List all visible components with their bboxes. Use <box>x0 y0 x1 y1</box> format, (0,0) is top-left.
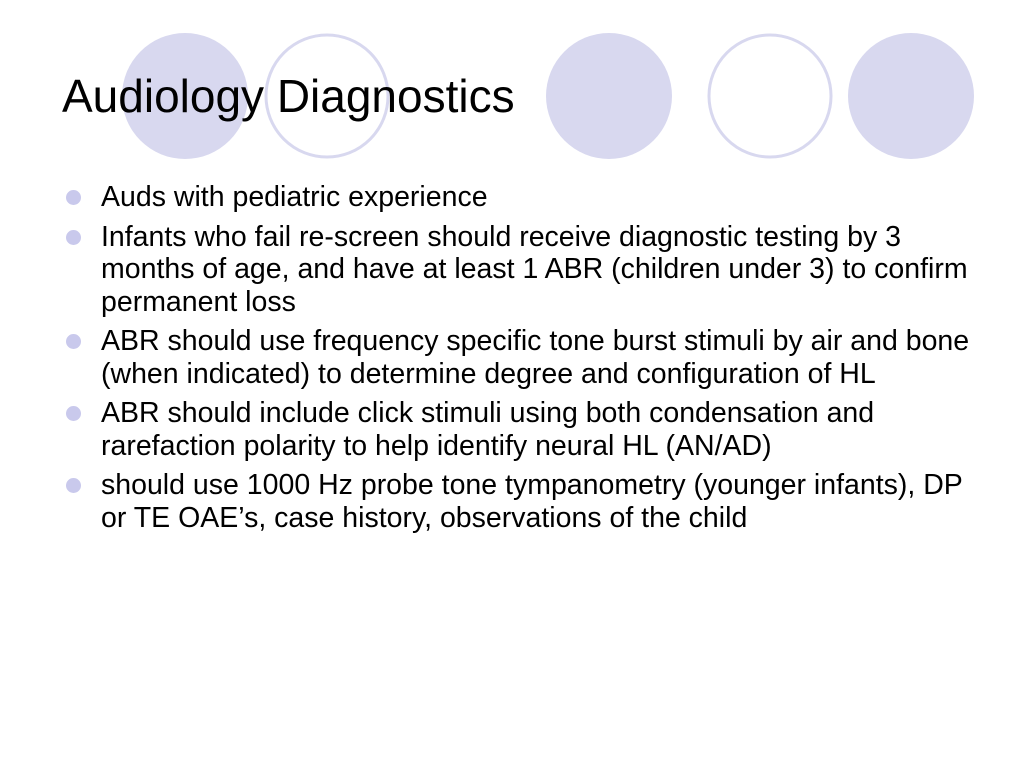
bullet-dot-icon <box>66 190 81 205</box>
decor-circle-filled-2 <box>546 33 672 159</box>
slide-title: Audiology Diagnostics <box>62 70 515 122</box>
bullet-text: Auds with pediatric experience <box>101 181 488 213</box>
bullet-dot-icon <box>66 478 81 493</box>
bullet-item <box>66 221 976 319</box>
bullet-item <box>66 181 976 214</box>
bullet-dot-icon <box>66 334 81 349</box>
bullet-text: ABR should use frequency specific tone burst stimuli by air and bone (when indicated) to determine degree and configuration of HL <box>101 325 970 390</box>
bullet-text: should use 1000 Hz probe tone tympanometry (younger infants), DP or TE OAE’s, case history, observations of the child <box>101 469 963 534</box>
decor-circle-outline-2 <box>709 35 831 157</box>
decor-circle-filled-3 <box>848 33 974 159</box>
bullet-text: ABR should include click stimuli using both condensation and rarefaction polarity to help identify neural HL (AN/AD) <box>101 397 875 462</box>
bullet-dot-icon <box>66 406 81 421</box>
bullet-item <box>66 325 976 390</box>
bullet-dot-icon <box>66 230 81 245</box>
bullet-text: Infants who fail re-screen should receive diagnostic testing by 3 months of age, and have at least 1 ABR (children under 3) to confirm permanent loss <box>101 220 968 318</box>
bullet-item <box>66 469 976 534</box>
bullet-list <box>66 181 976 541</box>
bullet-item <box>66 397 976 462</box>
